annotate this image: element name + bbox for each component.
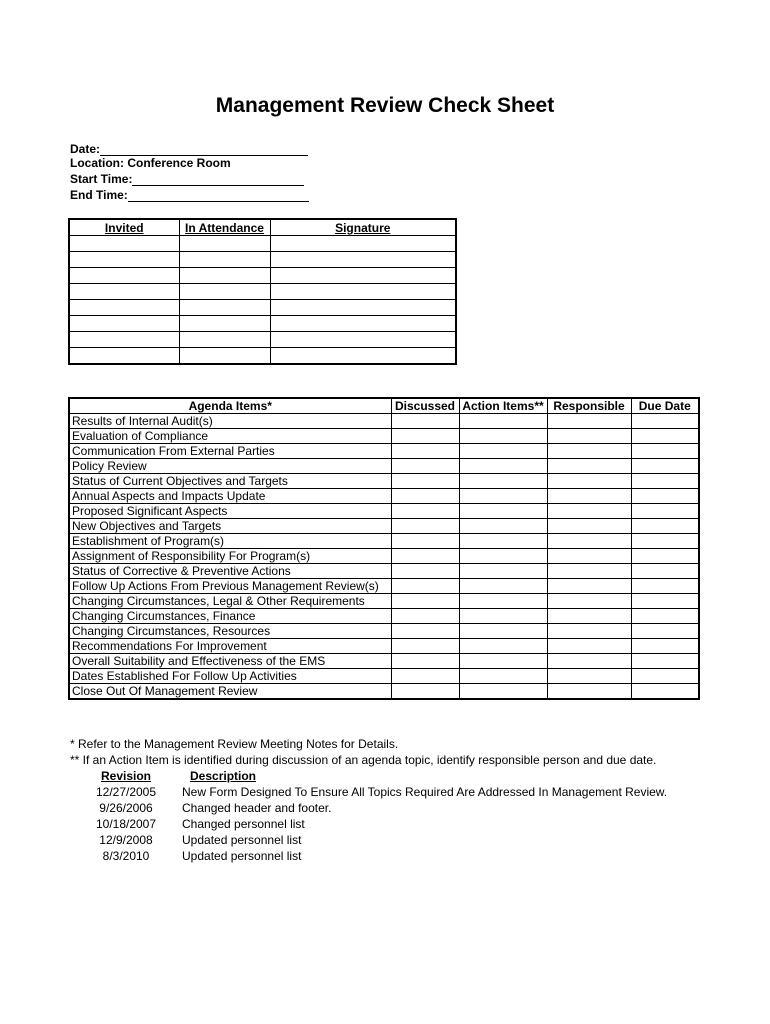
action-items-cell[interactable] <box>459 684 547 700</box>
discussed-cell[interactable] <box>391 429 459 444</box>
action-items-cell[interactable] <box>459 639 547 654</box>
responsible-cell[interactable] <box>547 519 631 534</box>
agenda-item-label: Evaluation of Compliance <box>69 429 391 444</box>
responsible-cell[interactable] <box>547 654 631 669</box>
attendance-row <box>69 348 456 365</box>
start-time-row <box>70 172 304 186</box>
responsible-cell[interactable] <box>547 639 631 654</box>
agenda-row <box>69 534 699 549</box>
in-attendance-cell[interactable] <box>179 236 270 252</box>
agenda-row <box>69 459 699 474</box>
discussed-cell[interactable] <box>391 579 459 594</box>
responsible-cell[interactable] <box>547 549 631 564</box>
location-label: Location: Conference Room <box>70 156 231 170</box>
due-date-cell[interactable] <box>631 609 699 624</box>
action-items-cell[interactable] <box>459 669 547 684</box>
attendance-row <box>69 284 456 300</box>
agenda-item-label: Close Out Of Management Review <box>69 684 391 700</box>
due-date-cell[interactable] <box>631 654 699 669</box>
agenda-item-label: Policy Review <box>69 459 391 474</box>
responsible-cell[interactable] <box>547 609 631 624</box>
agenda-item-label: Changing Circumstances, Finance <box>69 609 391 624</box>
responsible-cell[interactable] <box>547 669 631 684</box>
responsible-cell[interactable] <box>547 459 631 474</box>
in-attendance-cell[interactable] <box>179 284 270 300</box>
action-items-cell[interactable] <box>459 429 547 444</box>
responsible-cell[interactable] <box>547 594 631 609</box>
in-attendance-cell[interactable] <box>179 300 270 316</box>
in-attendance-cell[interactable] <box>179 252 270 268</box>
in-attendance-cell[interactable] <box>179 348 270 365</box>
action-items-cell[interactable] <box>459 624 547 639</box>
discussed-cell[interactable] <box>391 594 459 609</box>
agenda-item-label: Status of Corrective & Preventive Actions <box>69 564 391 579</box>
due-date-cell[interactable] <box>631 624 699 639</box>
agenda-row <box>69 669 699 684</box>
agenda-item-label: Status of Current Objectives and Targets <box>69 474 391 489</box>
discussed-cell[interactable] <box>391 564 459 579</box>
due-date-cell[interactable] <box>631 684 699 700</box>
due-date-cell[interactable] <box>631 414 699 429</box>
responsible-cell[interactable] <box>547 504 631 519</box>
discussed-cell[interactable] <box>391 519 459 534</box>
discussed-cell[interactable] <box>391 549 459 564</box>
attendance-row <box>69 316 456 332</box>
date-blank-line[interactable] <box>100 143 308 156</box>
discussed-cell[interactable] <box>391 534 459 549</box>
agenda-row <box>69 474 699 489</box>
responsible-cell[interactable] <box>547 579 631 594</box>
action-items-cell[interactable] <box>459 594 547 609</box>
signature-cell[interactable] <box>270 236 456 252</box>
due-date-cell[interactable] <box>631 564 699 579</box>
agenda-item-label: Changing Circumstances, Resources <box>69 624 391 639</box>
revision-description-column <box>182 768 667 864</box>
agenda-item-label: Changing Circumstances, Legal & Other Requirements <box>69 594 391 609</box>
revision-description: Updated personnel list <box>182 849 302 863</box>
end-time-blank-line[interactable] <box>128 189 309 202</box>
invited-cell[interactable] <box>69 268 179 284</box>
action-items-cell[interactable] <box>459 474 547 489</box>
discussed-cell[interactable] <box>391 639 459 654</box>
agenda-row <box>69 624 699 639</box>
discussed-cell[interactable] <box>391 474 459 489</box>
invited-cell[interactable] <box>69 236 179 252</box>
due-date-cell[interactable] <box>631 444 699 459</box>
agenda-table <box>68 397 700 700</box>
agenda-item-label: Follow Up Actions From Previous Management Review(s) <box>69 579 391 594</box>
revision-date: 12/9/2008 <box>99 833 153 847</box>
agenda-header-row <box>69 398 699 414</box>
action-items-header: Action Items** <box>459 398 547 414</box>
responsible-cell[interactable] <box>547 684 631 700</box>
due-date-cell[interactable] <box>631 579 699 594</box>
responsible-cell[interactable] <box>547 489 631 504</box>
agenda-row <box>69 444 699 459</box>
discussed-cell[interactable] <box>391 684 459 700</box>
action-items-cell[interactable] <box>459 654 547 669</box>
agenda-row <box>69 504 699 519</box>
attendance-row <box>69 236 456 252</box>
agenda-items-header: Agenda Items* <box>69 398 391 414</box>
description-header: Description <box>190 769 257 783</box>
attendance-row <box>69 300 456 316</box>
action-items-cell[interactable] <box>459 504 547 519</box>
agenda-item-label: Proposed Significant Aspects <box>69 504 391 519</box>
agenda-item-label: New Objectives and Targets <box>69 519 391 534</box>
revision-description: Updated personnel list <box>182 833 302 847</box>
agenda-item-label: Dates Established For Follow Up Activities <box>69 669 391 684</box>
in-attendance-cell[interactable] <box>179 268 270 284</box>
agenda-item-label: Annual Aspects and Impacts Update <box>69 489 391 504</box>
agenda-item-label: Overall Suitability and Effectiveness of the EMS <box>69 654 391 669</box>
agenda-row <box>69 549 699 564</box>
agenda-row <box>69 609 699 624</box>
invited-cell[interactable] <box>69 332 179 348</box>
revision-header: Revision <box>100 769 151 783</box>
start-time-label: Start Time: <box>70 172 133 186</box>
in-attendance-cell[interactable] <box>179 332 270 348</box>
agenda-row <box>69 564 699 579</box>
agenda-item-label: Communication From External Parties <box>69 444 391 459</box>
agenda-item-label: Recommendations For Improvement <box>69 639 391 654</box>
discussed-cell[interactable] <box>391 459 459 474</box>
signature-cell[interactable] <box>270 316 456 332</box>
responsible-cell[interactable] <box>547 474 631 489</box>
attendance-row <box>69 332 456 348</box>
signature-header: Signature <box>270 219 456 236</box>
responsible-cell[interactable] <box>547 564 631 579</box>
due-date-cell[interactable] <box>631 519 699 534</box>
responsible-cell[interactable] <box>547 534 631 549</box>
attendance-body <box>69 236 456 365</box>
invited-header: Invited <box>69 219 179 236</box>
action-items-cell[interactable] <box>459 579 547 594</box>
responsible-cell[interactable] <box>547 624 631 639</box>
note-refer: * Refer to the Management Review Meeting Notes for Details. <box>70 737 399 751</box>
action-items-cell[interactable] <box>459 444 547 459</box>
responsible-cell[interactable] <box>547 414 631 429</box>
due-date-cell[interactable] <box>631 534 699 549</box>
signature-cell[interactable] <box>270 348 456 365</box>
revision-description: Changed header and footer. <box>182 801 332 815</box>
revision-date: 10/18/2007 <box>95 817 157 831</box>
signature-cell[interactable] <box>270 332 456 348</box>
agenda-row <box>69 639 699 654</box>
discussed-cell[interactable] <box>391 504 459 519</box>
due-date-cell[interactable] <box>631 459 699 474</box>
agenda-row <box>69 414 699 429</box>
signature-cell[interactable] <box>270 268 456 284</box>
in-attendance-header: In Attendance <box>179 219 270 236</box>
due-date-cell[interactable] <box>631 504 699 519</box>
agenda-row <box>69 489 699 504</box>
revision-description: New Form Designed To Ensure All Topics Required Are Addressed In Management Review. <box>182 785 668 799</box>
discussed-cell[interactable] <box>391 669 459 684</box>
invited-cell[interactable] <box>69 252 179 268</box>
discussed-cell[interactable] <box>391 489 459 504</box>
revision-date: 9/26/2006 <box>99 801 153 815</box>
agenda-item-label: Results of Internal Audit(s) <box>69 414 391 429</box>
due-date-cell[interactable] <box>631 489 699 504</box>
attendance-header-row <box>69 219 456 236</box>
note-action-item: ** If an Action Item is identified during discussion of an agenda topic, identify responsible person and due date. <box>70 753 657 767</box>
discussed-cell[interactable] <box>391 609 459 624</box>
signature-cell[interactable] <box>270 284 456 300</box>
action-items-cell[interactable] <box>459 534 547 549</box>
action-items-cell[interactable] <box>459 489 547 504</box>
discussed-header: Discussed <box>391 398 459 414</box>
due-date-cell[interactable] <box>631 639 699 654</box>
signature-cell[interactable] <box>270 252 456 268</box>
due-date-cell[interactable] <box>631 429 699 444</box>
action-items-cell[interactable] <box>459 549 547 564</box>
agenda-row <box>69 579 699 594</box>
attendance-row <box>69 268 456 284</box>
date-field-row <box>70 142 308 156</box>
invited-cell[interactable] <box>69 284 179 300</box>
agenda-row <box>69 429 699 444</box>
responsible-cell[interactable] <box>547 429 631 444</box>
discussed-cell[interactable] <box>391 654 459 669</box>
end-time-row <box>70 188 309 202</box>
invited-cell[interactable] <box>69 348 179 365</box>
action-items-cell[interactable] <box>459 459 547 474</box>
due-date-header: Due Date <box>631 398 699 414</box>
agenda-item-label: Assignment of Responsibility For Program(s) <box>69 549 391 564</box>
location-row <box>70 156 231 170</box>
agenda-row <box>69 684 699 700</box>
revision-description: Changed personnel list <box>182 817 305 831</box>
action-items-cell[interactable] <box>459 414 547 429</box>
due-date-cell[interactable] <box>631 669 699 684</box>
in-attendance-cell[interactable] <box>179 316 270 332</box>
action-items-cell[interactable] <box>459 564 547 579</box>
action-items-cell[interactable] <box>459 519 547 534</box>
discussed-cell[interactable] <box>391 444 459 459</box>
attendance-row <box>69 252 456 268</box>
revision-date: 12/27/2005 <box>95 785 157 799</box>
due-date-cell[interactable] <box>631 549 699 564</box>
signature-cell[interactable] <box>270 300 456 316</box>
due-date-cell[interactable] <box>631 474 699 489</box>
attendance-table <box>68 218 457 365</box>
due-date-cell[interactable] <box>631 594 699 609</box>
discussed-cell[interactable] <box>391 414 459 429</box>
agenda-row <box>69 654 699 669</box>
action-items-cell[interactable] <box>459 609 547 624</box>
invited-cell[interactable] <box>69 316 179 332</box>
responsible-header: Responsible <box>547 398 631 414</box>
revision-dates-column <box>72 768 180 864</box>
invited-cell[interactable] <box>69 300 179 316</box>
responsible-cell[interactable] <box>547 444 631 459</box>
page-title: Management Review Check Sheet <box>215 94 555 117</box>
revision-date: 8/3/2010 <box>102 849 150 863</box>
agenda-body <box>69 414 699 700</box>
agenda-item-label: Establishment of Program(s) <box>69 534 391 549</box>
end-time-label: End Time: <box>70 188 128 202</box>
agenda-row <box>69 519 699 534</box>
start-time-blank-line[interactable] <box>132 173 304 186</box>
date-label: Date: <box>70 142 101 156</box>
discussed-cell[interactable] <box>391 624 459 639</box>
agenda-row <box>69 594 699 609</box>
